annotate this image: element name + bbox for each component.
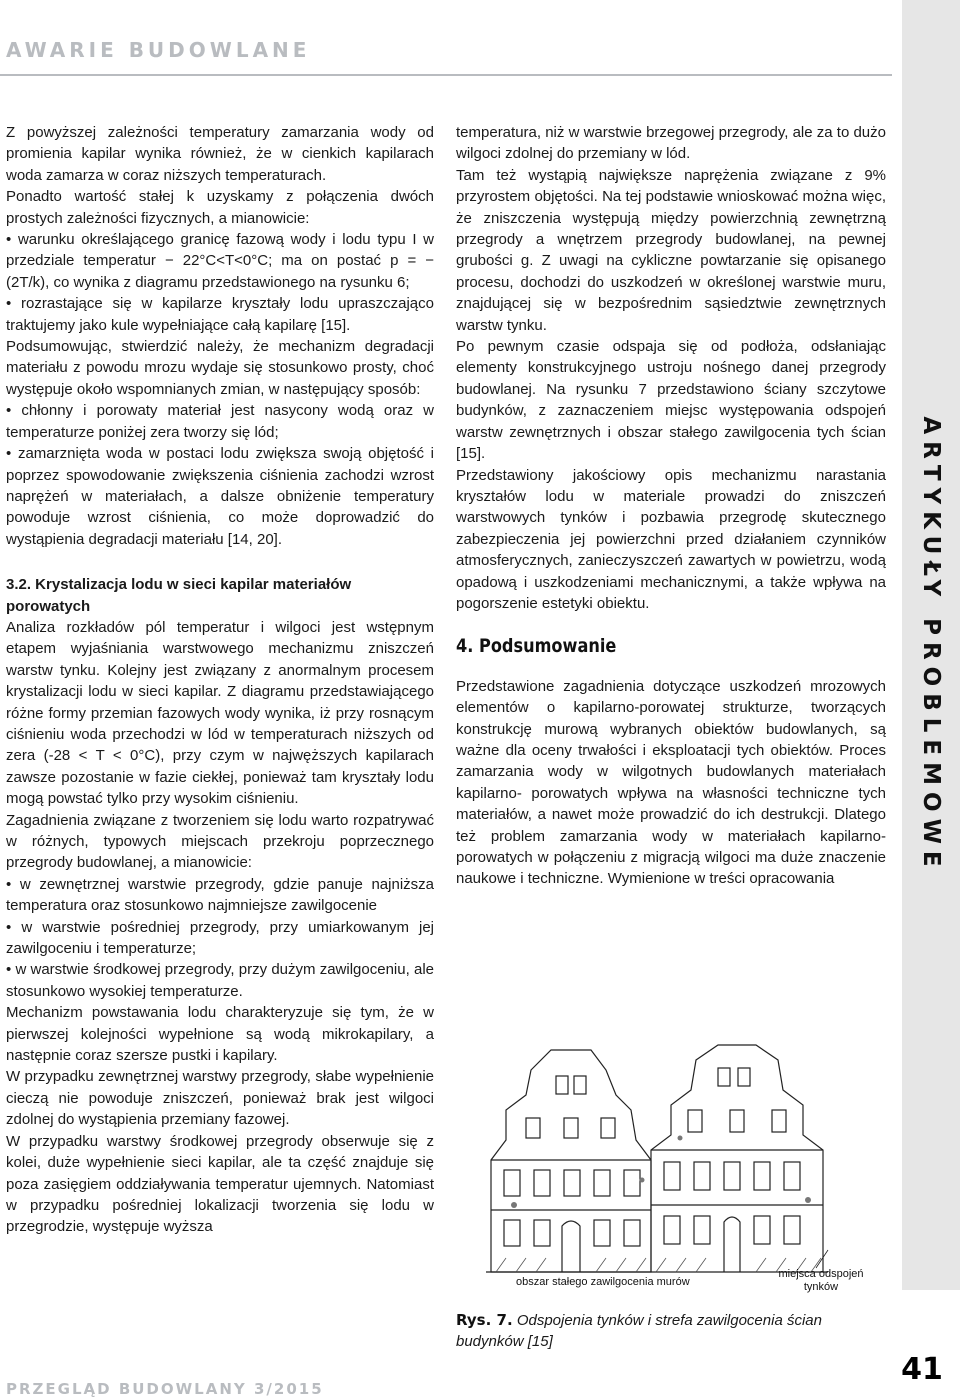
bullet-item: • rozrastające się w kapilarze kryształy lodu upraszczająco traktujemy jako kule wypełniające całą kapilarę [15].: [6, 293, 434, 336]
page-number: 41: [901, 1352, 943, 1387]
paragraph: temperatura, niż w warstwie brzegowej przegrody, ale za to dużo wilgoci zdolnej do przemiany w lód.: [456, 124, 886, 163]
paragraph: Analiza rozkładów pól temperatur i wilgoci jest wstępnym etapem wyjaśniania warstwowego mechanizmu zniszczeń warstw tynku. Kolejny jest związany z anormalnym procesem krystalizacji lodu w sieci kapilar. Z diagramu przedstawiającego różne formy przemian fazowych wody wynika, iż przy rosnącym ciśnieniu woda przechodzi w lód w temperaturach niższych od zera (-28 < T < 0°C), przy czym w najwęższych kapilarach zawsze pozostanie w fazie ciekłej, ponieważ tam kryształy lodu mogą powstać tylko przy wysokim ciśnieniu.: [6, 618, 434, 808]
bullet-item: • w zewnętrznej warstwie przegrody, gdzie panuje najniższa temperatura oraz stosunkowo najmniejsze zawilgocenie: [6, 874, 434, 917]
figure-building-drawing: [456, 1040, 886, 1292]
paragraph: Podsumowując, stwierdzić należy, że mechanizm degradacji materiału z powodu mrozu wydaje się stosunkowo prosty, choć występuje około wspomnianych zmian, w następujący sposób:: [6, 338, 434, 398]
bullet-item: • zamarznięta woda w postaci lodu zwiększa swoją objętość i poprzez spowodowanie zwiększenia ciśnienia zachodzi wzrost naprężeń w materiałach, a dalsze obniżenie temperatury powoduje wzrost ciśnienia, co może doprowadzić do wystąpienia degradacji materiału [14, 20].: [6, 443, 434, 550]
caption-text: Odspojenia tynków i strefa zawilgocenia ścian budynków [15]: [456, 1312, 822, 1350]
left-column: [6, 122, 434, 1360]
bullet-item: • w warstwie środkowej przegrody, przy dużym zawilgoceniu, ale stosunkowo wysokiej temperaturze.: [6, 959, 434, 1002]
bullet-item: • chłonny i porowaty materiał jest nasycony wodą oraz w temperaturze poniżej zera tworzy się lód;: [6, 400, 434, 443]
callout-damp-zone: obszar stałego zawilgocenia murów: [516, 1276, 690, 1288]
paragraph: Zagadnienia związane z tworzeniem się lodu warto rozpatrywać w różnych, typowych miejscach przekroju poprzecznego przegrody budowlanej, a mianowicie:: [6, 811, 434, 872]
paragraph: W przypadku zewnętrznej warstwy przegrody, słabe wypełnienie cieczą nie powoduje zniszczeń, ponieważ brak jest wilgoci zdolnej do wystąpienia przemiany fazowej.: [6, 1068, 434, 1129]
summary-heading: 4. Podsumowanie: [456, 635, 617, 658]
paragraph: Przedstawione zagadnienia dotyczące uszkodzeń mrozowych elementów o kapilarno-porowatej strukturze, tworzących konstrukcję murową wybranych obiektów budowlanych, są ważne dla oceny trwałości i eksploatacji tych obiektów. Proces zamarzania wody w wilgotnych budowlanych materiałach kapilarno- porowatych wpływa na własności techniczne tych materiałów, a nawet może prowadzić do ich destrukcji. Dlatego też problem zamarzania wody w materiałach kapilarno-porowatych w połączeniu z migracją wilgoci ma duże znaczenie naukowe i techniczne. Wymienione w treści opracowania: [456, 677, 886, 888]
running-header: [0, 38, 892, 62]
bullet-item: • warunku określającego granicę fazową wody i lodu typu I w przedziale temperatur − 22°C<T<0°C; ma on postać p = − (2T/k), co wynika z diagramu przedstawionego na rysunku 6;: [6, 229, 434, 293]
paragraph: Mechanizm powstawania lodu charakteryzuje się tym, że w pierwszej kolejności wypełnione są wodą mikrokapilary, a następnie coraz szersze pustki i kapilary.: [6, 1004, 434, 1065]
callout-spalling: miejsca odspojeń tynków: [778, 1268, 864, 1293]
figure-caption: [456, 1310, 886, 1352]
right-column: [456, 122, 886, 890]
header-rule: [0, 74, 892, 76]
section-title: AWARIE BUDOWLANE: [6, 38, 311, 62]
paragraph: W przypadku warstwy środkowej przegrody obserwuje się z kolei, duże wypełnienie sieci kapilar, ale ta część znajduje się poza zasięgiem oddziaływania temperatur ujemnych. Natomiast w przypadku pośredniej lokalizacji tworzenia się lodu w przegrodzie, występuje wyższa: [6, 1132, 434, 1236]
paragraph: Ponadto wartość stałej k uzyskamy z połączenia dwóch prostych zależności fizycznych, a mianowicie:: [6, 188, 434, 227]
paragraph: Tam też wystąpią największe naprężenia związane z 9% przyrostem objętości. Na tej podstawie wnioskować można więc, że zniszczenia występują między powierzchnią zewnętrzną przegrody a wnętrzem przegrody budowlanej, na pewnej grubości g. Z uwagi na cykliczne powtarzanie się opisanego procesu, dochodzi do uszkodzeń w określonej warstwie muru, znajdującej się w bezpośrednim sąsiedztwie zewnętrznych warstw tynku.: [456, 166, 886, 334]
paragraph: Przedstawiony jakościowy opis mechanizmu narastania kryształów lodu w materiale prowadzi do zniszczeń warstwowych tynków i pozbawia przegrodę skutecznego zabezpieczenia jej powierzchni przed działaniem czynników atmosferycznych, zanieczyszczeń zawartych w powietrzu, wodą opadową i uszkodzeniami mechanicznymi, a także wpływa na pogorszenie estetyki obiektu.: [456, 466, 886, 612]
footer-journal: PRZEGLĄD BUDOWLANY 3/2015: [6, 1380, 324, 1398]
building-elevation-drawing: [456, 1040, 886, 1292]
section-heading: 3.2. Krystalizacja lodu w sieci kapilar materiałów porowatych: [6, 576, 352, 615]
paragraph: Z powyższej zależności temperatury zamarzania wody od promienia kapilar wynika również, że w cienkich kapilarach woda zamarza w coraz niższych temperaturach.: [6, 124, 434, 184]
paragraph: Po pewnym czasie odspaja się od podłoża, odsłaniając elementy konstrukcyjnego ustroju nośnego danej przegrody budowlanej. Na rysunku 7 przedstawiono ściany szczytowe budynków, z zaznaczeniem miejsc występowania odspojeń warstw zewnętrznych i obszar stałego zawilgocenia tych ścian [15].: [456, 338, 886, 463]
bullet-item: • w warstwie pośredniej przegrody, przy umiarkowanym jej zawilgoceniu i temperaturze;: [6, 917, 434, 960]
caption-label: Rys. 7.: [456, 1311, 513, 1329]
side-band-label: ARTYKUŁY PROBLEMOWE: [918, 416, 944, 874]
